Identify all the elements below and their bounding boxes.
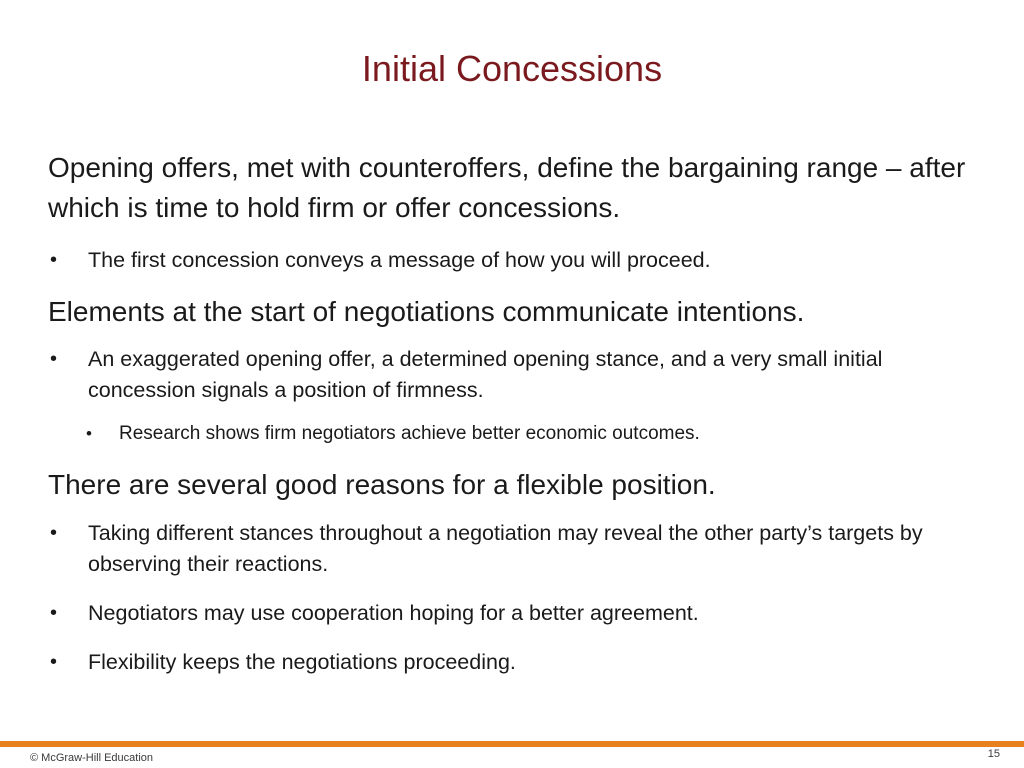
- bullet-icon: •: [50, 602, 58, 624]
- footer-divider: [0, 741, 1024, 747]
- bullet-icon: •: [50, 651, 58, 673]
- slide-title: Initial Concessions: [361, 48, 663, 89]
- bullet-text: Flexibility keeps the negotiations proceeding.: [88, 650, 516, 674]
- bullet-firmness: [48, 344, 988, 406]
- bullet-icon: •: [50, 522, 58, 544]
- bullet-cooperation: [48, 598, 988, 629]
- bullet-flexibility: [48, 647, 988, 678]
- paragraph-elements-start: Elements at the start of negotiations communicate intentions.: [48, 296, 805, 327]
- bullet-icon: •: [50, 249, 58, 271]
- bullet-text: The first concession conveys a message of how you will proceed.: [88, 248, 711, 272]
- bullet-different-stances: [48, 518, 988, 580]
- page-number: 15: [987, 748, 1000, 760]
- paragraph-flexible-position: There are several good reasons for a flexible position.: [48, 469, 716, 500]
- bullet-icon: •: [50, 348, 58, 370]
- bullet-text: An exaggerated opening offer, a determined opening stance, and a very small initial concession signals a position of firmness.: [88, 347, 883, 402]
- slide-body: [48, 148, 988, 678]
- paragraph-bargaining-range: Opening offers, met with counteroffers, define the bargaining range – after which is time to hold firm or offer concessions.: [48, 152, 966, 223]
- subbullet-research: [48, 420, 988, 448]
- bullet-text: Taking different stances throughout a negotiation may reveal the other party’s targets by observing their reactions.: [88, 521, 923, 576]
- bullet-first-concession: [48, 245, 988, 276]
- subbullet-icon: •: [86, 424, 92, 443]
- subbullet-text: Research shows firm negotiators achieve better economic outcomes.: [119, 423, 700, 444]
- bullet-text: Negotiators may use cooperation hoping for a better agreement.: [88, 601, 699, 625]
- footer-copyright: © McGraw-Hill Education: [30, 752, 154, 764]
